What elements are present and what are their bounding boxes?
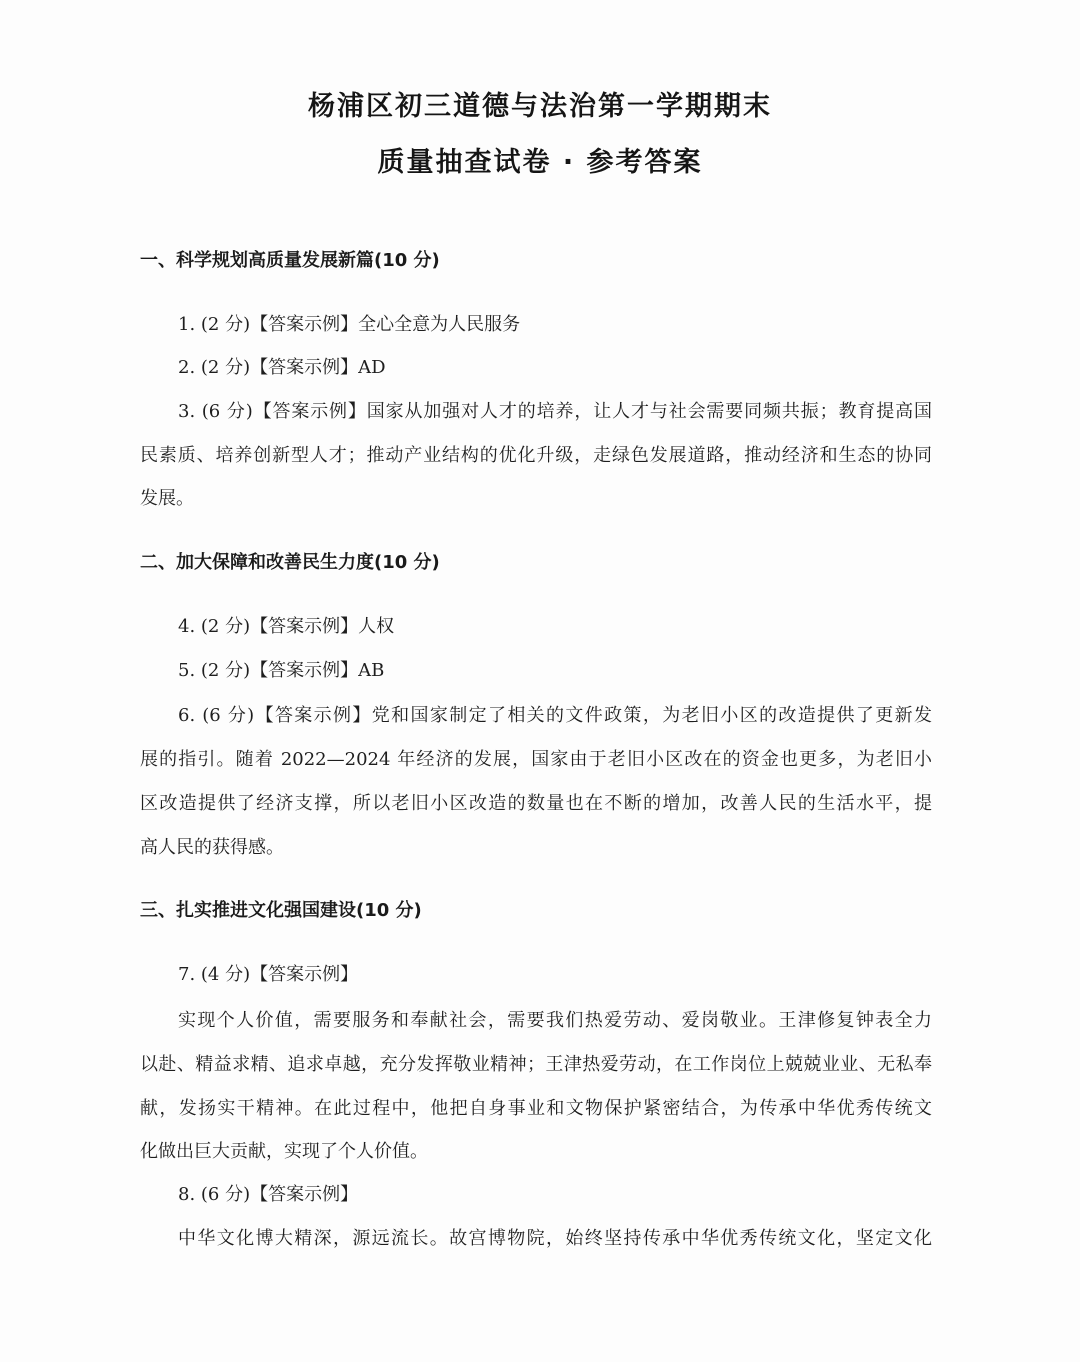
answer-line: 发展。 xyxy=(140,488,194,509)
answer-line: 3. (6 分)【答案示例】国家从加强对人才的培养，让人才与社会需要同频共振；教育提高国 xyxy=(178,401,932,422)
answer-line: 实现个人价值，需要服务和奉献社会，需要我们热爱劳动、爱岗敬业。王津修复钟表全力 xyxy=(178,1010,932,1031)
answer-line: 民素质、培养创新型人才；推动产业结构的优化升级，走绿色发展道路，推动经济和生态的协同 xyxy=(140,445,932,466)
answer-line: 2. (2 分)【答案示例】AD xyxy=(178,357,386,378)
answer-line: 以赴、精益求精、追求卓越，充分发挥敬业精神；王津热爱劳动，在工作岗位上兢兢业业、无私奉 xyxy=(140,1054,932,1075)
answer-line: 1. (2 分)【答案示例】全心全意为人民服务 xyxy=(178,314,521,335)
answer-line: 化做出巨大贡献，实现了个人价值。 xyxy=(140,1141,428,1162)
document-title-line-1: 杨浦区初三道德与法治第一学期期末 xyxy=(308,91,772,122)
answer-line: 区改造提供了经济支撑，所以老旧小区改造的数量也在不断的增加，改善人民的生活水平，提 xyxy=(140,793,932,814)
answer-line: 6. (6 分)【答案示例】党和国家制定了相关的文件政策，为老旧小区的改造提供了更新发 xyxy=(178,705,932,726)
section-heading-3: 三、扎实推进文化强国建设(10 分) xyxy=(140,900,422,921)
answer-line: 5. (2 分)【答案示例】AB xyxy=(178,660,385,681)
answer-line: 7. (4 分)【答案示例】 xyxy=(178,964,359,985)
section-heading-2: 二、加大保障和改善民生力度(10 分) xyxy=(140,552,440,573)
answer-line: 4. (2 分)【答案示例】人权 xyxy=(178,616,395,637)
section-heading-1: 一、科学规划高质量发展新篇(10 分) xyxy=(140,250,440,271)
answer-line: 中华文化博大精深，源远流长。故宫博物院，始终坚持传承中华优秀传统文化，坚定文化 xyxy=(178,1228,932,1249)
answer-line: 高人民的获得感。 xyxy=(140,837,284,858)
document-title-line-2: 质量抽查试卷 · 参考答案 xyxy=(377,147,703,178)
answer-line: 献，发扬实干精神。在此过程中，他把自身事业和文物保护紧密结合，为传承中华优秀传统文 xyxy=(140,1098,932,1119)
answer-line: 展的指引。随着 2022—2024 年经济的发展，国家由于老旧小区改在的资金也更多，为老旧小 xyxy=(140,749,932,770)
answer-line: 8. (6 分)【答案示例】 xyxy=(178,1184,359,1205)
